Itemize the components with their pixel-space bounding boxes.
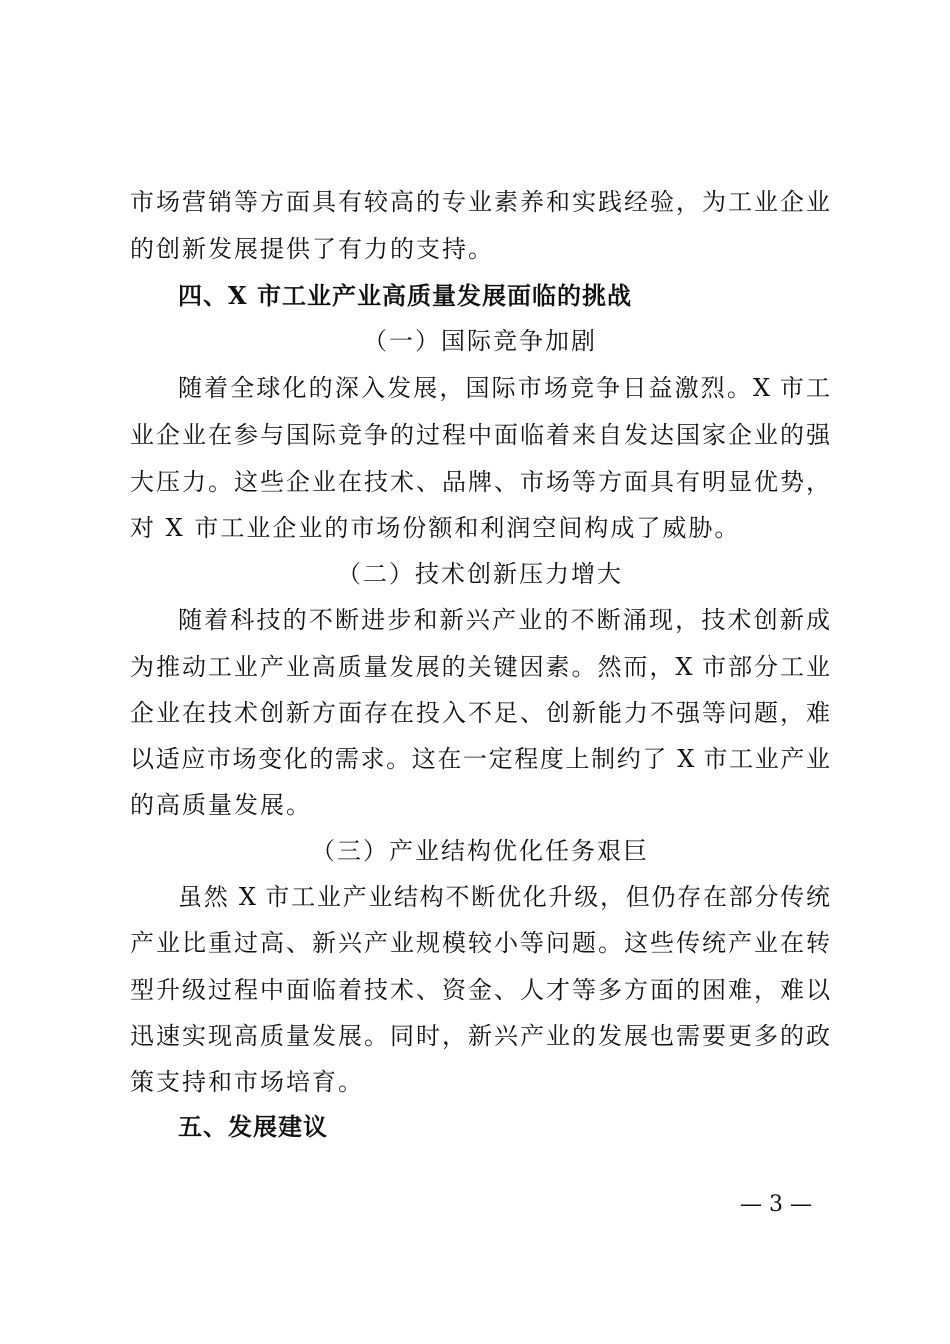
paragraph-line: 策支持和市场培育。 — [130, 1068, 364, 1096]
paragraph-line: 企业在技术创新方面存在投入不足、创新能力不强等问题，难 — [130, 699, 830, 727]
paragraph-line: 的高质量发展。 — [130, 791, 312, 819]
subsection-heading: （三）产业结构优化任务艰巨 — [311, 837, 649, 865]
paragraph-line: 随着科技的不断进步和新兴产业的不断涌现，技术创新成 — [178, 606, 830, 634]
paragraph-line: 迅速实现高质量发展。同时，新兴产业的发展也需要更多的政 — [130, 1022, 830, 1050]
paragraph-line: 的创新发展提供了有力的支持。 — [130, 235, 494, 263]
paragraph-line: 对 X 市工业企业的市场份额和利润空间构成了威胁。 — [130, 514, 741, 542]
paragraph-line: 大压力。这些企业在技术、品牌、市场等方面具有明显优势， — [130, 468, 830, 496]
paragraph-line: 以适应市场变化的需求。这在一定程度上制约了 X 市工业产业 — [130, 745, 830, 773]
paragraph-line: 产业比重过高、新兴产业规模较小等问题。这些传统产业在转 — [130, 929, 830, 957]
paragraph-line: 市场营销等方面具有较高的专业素养和实践经验，为工业企业 — [130, 188, 830, 216]
paragraph-line: 虽然 X 市工业产业结构不断优化升级，但仍存在部分传统 — [178, 883, 830, 911]
section-heading: 五、发展建议 — [178, 1112, 328, 1141]
paragraph-line: 型升级过程中面临着技术、资金、人才等多方面的困难，难以 — [130, 976, 830, 1004]
paragraph-line: 业企业在参与国际竞争的过程中面临着来自发达国家企业的强 — [130, 421, 830, 449]
subsection-heading: （一）国际竞争加剧 — [363, 327, 597, 355]
paragraph-line: 随着全球化的深入发展，国际市场竞争日益激烈。X 市工 — [178, 374, 830, 402]
subsection-heading: （二）技术创新压力增大 — [337, 560, 623, 588]
paragraph-line: 为推动工业产业高质量发展的关键因素。然而，X 市部分工业 — [130, 653, 830, 681]
section-heading: 四、X 市工业产业高质量发展面临的挑战 — [178, 281, 632, 310]
page-number: — 3 — — [740, 1192, 812, 1217]
